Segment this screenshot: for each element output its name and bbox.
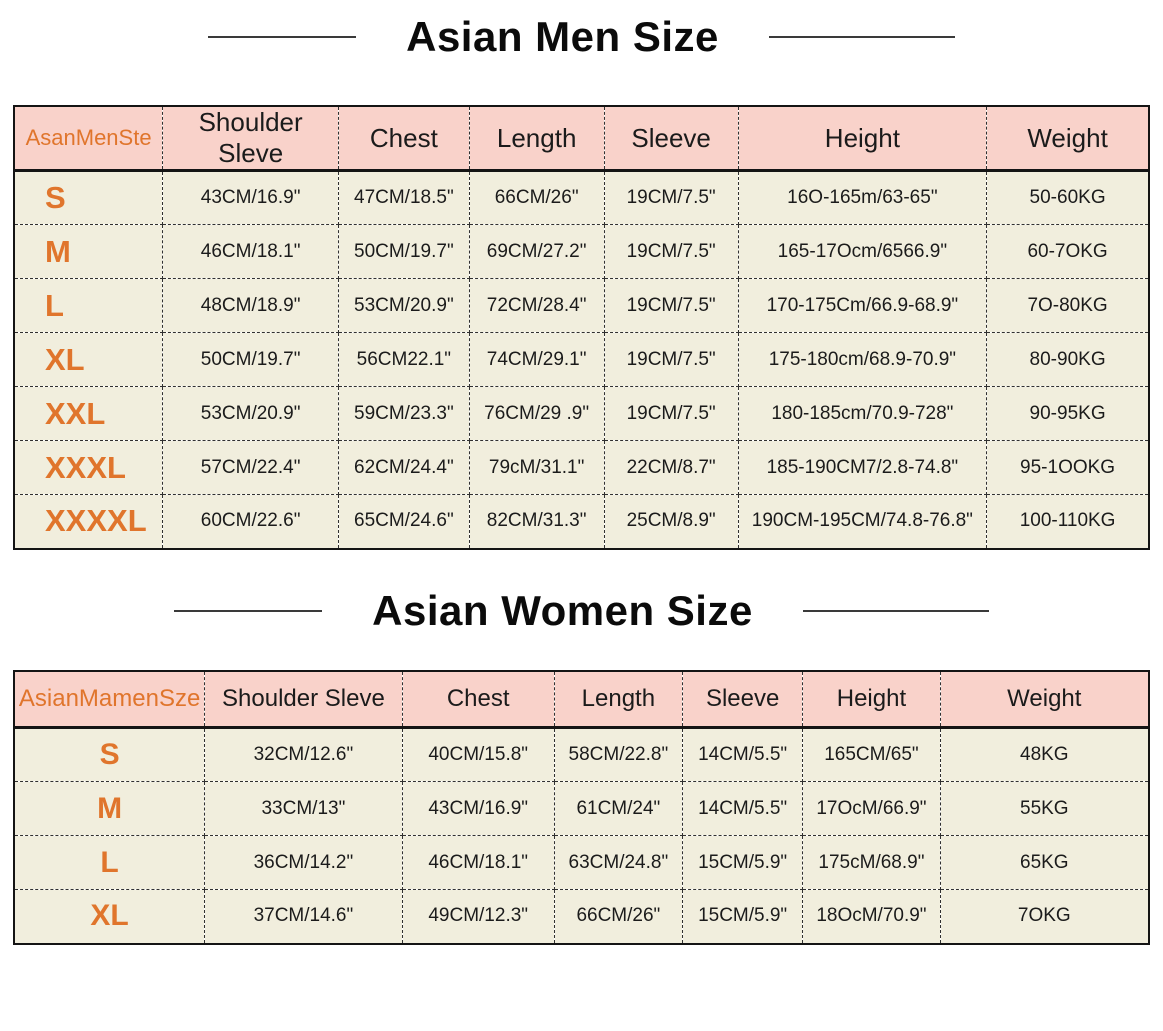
column-header-sleeve: Sleeve bbox=[604, 106, 738, 171]
measurement-cell: 46CM/18.1" bbox=[402, 836, 554, 890]
table-row bbox=[14, 387, 1149, 441]
column-header-shoulder: Shoulder Sleve bbox=[205, 671, 402, 728]
measurement-cell: 50CM/19.7" bbox=[339, 225, 470, 279]
measurement-cell: 79cM/31.1" bbox=[469, 441, 604, 495]
measurement-cell: 17OcM/66.9" bbox=[803, 782, 940, 836]
measurement-cell: 50CM/19.7" bbox=[163, 333, 339, 387]
measurement-cell: 22CM/8.7" bbox=[604, 441, 738, 495]
measurement-cell: 80-90KG bbox=[987, 333, 1149, 387]
measurement-cell: 59CM/23.3" bbox=[339, 387, 470, 441]
measurement-cell: 33CM/13" bbox=[205, 782, 402, 836]
women-size-title bbox=[13, 586, 1150, 636]
table-row bbox=[14, 279, 1149, 333]
measurement-cell: 14CM/5.5" bbox=[682, 728, 802, 782]
men-size-title bbox=[13, 12, 1150, 62]
measurement-cell: 15CM/5.9" bbox=[682, 890, 802, 944]
column-header-shoulder: Shoulder Sleve bbox=[163, 106, 339, 171]
table-row bbox=[14, 890, 1149, 944]
measurement-cell: 175cM/68.9" bbox=[803, 836, 940, 890]
women-size-section bbox=[13, 586, 1150, 945]
measurement-cell: 53CM/20.9" bbox=[163, 387, 339, 441]
measurement-cell: 50-60KG bbox=[987, 171, 1149, 225]
measurement-cell: 63CM/24.8" bbox=[554, 836, 682, 890]
measurement-cell: 57CM/22.4" bbox=[163, 441, 339, 495]
measurement-cell: 47CM/18.5" bbox=[339, 171, 470, 225]
measurement-cell: 36CM/14.2" bbox=[205, 836, 402, 890]
column-header-height: Height bbox=[738, 106, 987, 171]
measurement-cell: 32CM/12.6" bbox=[205, 728, 402, 782]
measurement-cell: 61CM/24" bbox=[554, 782, 682, 836]
measurement-cell: 190CM-195CM/74.8-76.8" bbox=[738, 495, 987, 549]
measurement-cell: 95-1OOKG bbox=[987, 441, 1149, 495]
measurement-cell: 165-17Ocm/6566.9" bbox=[738, 225, 987, 279]
measurement-cell: 48KG bbox=[940, 728, 1149, 782]
measurement-cell: 175-180cm/68.9-70.9" bbox=[738, 333, 987, 387]
measurement-cell: 74CM/29.1" bbox=[469, 333, 604, 387]
column-header-sleeve: Sleeve bbox=[682, 671, 802, 728]
size-label: S bbox=[14, 171, 163, 225]
measurement-cell: 53CM/20.9" bbox=[339, 279, 470, 333]
measurement-cell: 65KG bbox=[940, 836, 1149, 890]
women-header-row bbox=[14, 671, 1149, 728]
table-row bbox=[14, 495, 1149, 549]
measurement-cell: 55KG bbox=[940, 782, 1149, 836]
measurement-cell: 15CM/5.9" bbox=[682, 836, 802, 890]
measurement-cell: 16O-165m/63-65" bbox=[738, 171, 987, 225]
measurement-cell: 7O-80KG bbox=[987, 279, 1149, 333]
column-header-length: Length bbox=[469, 106, 604, 171]
men-size-title-text: Asian Men Size bbox=[406, 13, 719, 60]
measurement-cell: 7OKG bbox=[940, 890, 1149, 944]
measurement-cell: 69CM/27.2" bbox=[469, 225, 604, 279]
title-line-left bbox=[174, 610, 322, 612]
measurement-cell: 60-7OKG bbox=[987, 225, 1149, 279]
measurement-cell: 62CM/24.4" bbox=[339, 441, 470, 495]
measurement-cell: 49CM/12.3" bbox=[402, 890, 554, 944]
measurement-cell: 18OcM/70.9" bbox=[803, 890, 940, 944]
table-row bbox=[14, 836, 1149, 890]
measurement-cell: 48CM/18.9" bbox=[163, 279, 339, 333]
measurement-cell: 14CM/5.5" bbox=[682, 782, 802, 836]
measurement-cell: 66CM/26" bbox=[554, 890, 682, 944]
size-label: XXL bbox=[14, 387, 163, 441]
column-header-chest: Chest bbox=[339, 106, 470, 171]
table-row bbox=[14, 782, 1149, 836]
size-label: M bbox=[14, 225, 163, 279]
men-size-section bbox=[13, 12, 1150, 550]
table-row bbox=[14, 225, 1149, 279]
measurement-cell: 90-95KG bbox=[987, 387, 1149, 441]
size-label: L bbox=[14, 279, 163, 333]
measurement-cell: 43CM/16.9" bbox=[163, 171, 339, 225]
column-header-weight: Weight bbox=[987, 106, 1149, 171]
table-row bbox=[14, 171, 1149, 225]
measurement-cell: 60CM/22.6" bbox=[163, 495, 339, 549]
measurement-cell: 56CM22.1" bbox=[339, 333, 470, 387]
title-line-right bbox=[769, 36, 955, 38]
men-header-row bbox=[14, 106, 1149, 171]
measurement-cell: 76CM/29 .9" bbox=[469, 387, 604, 441]
size-label: XXXXL bbox=[14, 495, 163, 549]
table-row bbox=[14, 333, 1149, 387]
measurement-cell: 72CM/28.4" bbox=[469, 279, 604, 333]
table-row bbox=[14, 728, 1149, 782]
column-header-weight: Weight bbox=[940, 671, 1149, 728]
measurement-cell: 65CM/24.6" bbox=[339, 495, 470, 549]
measurement-cell: 170-175Cm/66.9-68.9" bbox=[738, 279, 987, 333]
size-label: M bbox=[14, 782, 205, 836]
table-row bbox=[14, 441, 1149, 495]
size-label: XL bbox=[14, 333, 163, 387]
measurement-cell: 19CM/7.5" bbox=[604, 387, 738, 441]
measurement-cell: 19CM/7.5" bbox=[604, 279, 738, 333]
measurement-cell: 66CM/26" bbox=[469, 171, 604, 225]
column-header-length: Length bbox=[554, 671, 682, 728]
measurement-cell: 43CM/16.9" bbox=[402, 782, 554, 836]
women-size-title-text: Asian Women Size bbox=[372, 586, 753, 634]
measurement-cell: 25CM/8.9" bbox=[604, 495, 738, 549]
measurement-cell: 46CM/18.1" bbox=[163, 225, 339, 279]
measurement-cell: 58CM/22.8" bbox=[554, 728, 682, 782]
size-label: L bbox=[14, 836, 205, 890]
measurement-cell: 19CM/7.5" bbox=[604, 333, 738, 387]
size-label: XXXL bbox=[14, 441, 163, 495]
size-label: XL bbox=[14, 890, 205, 944]
measurement-cell: 37CM/14.6" bbox=[205, 890, 402, 944]
measurement-cell: 165CM/65" bbox=[803, 728, 940, 782]
title-line-right bbox=[803, 610, 989, 612]
measurement-cell: 19CM/7.5" bbox=[604, 171, 738, 225]
measurement-cell: 82CM/31.3" bbox=[469, 495, 604, 549]
women-corner-header: AsianMamenSze bbox=[14, 671, 205, 728]
measurement-cell: 100-110KG bbox=[987, 495, 1149, 549]
men-size-table bbox=[13, 105, 1150, 550]
measurement-cell: 40CM/15.8" bbox=[402, 728, 554, 782]
column-header-height: Height bbox=[803, 671, 940, 728]
size-label: S bbox=[14, 728, 205, 782]
women-size-table bbox=[13, 670, 1150, 945]
measurement-cell: 185-190CM7/2.8-74.8" bbox=[738, 441, 987, 495]
men-corner-header: AsanMenSte bbox=[14, 106, 163, 171]
title-line-left bbox=[208, 36, 356, 38]
column-header-chest: Chest bbox=[402, 671, 554, 728]
measurement-cell: 180-185cm/70.9-728" bbox=[738, 387, 987, 441]
measurement-cell: 19CM/7.5" bbox=[604, 225, 738, 279]
